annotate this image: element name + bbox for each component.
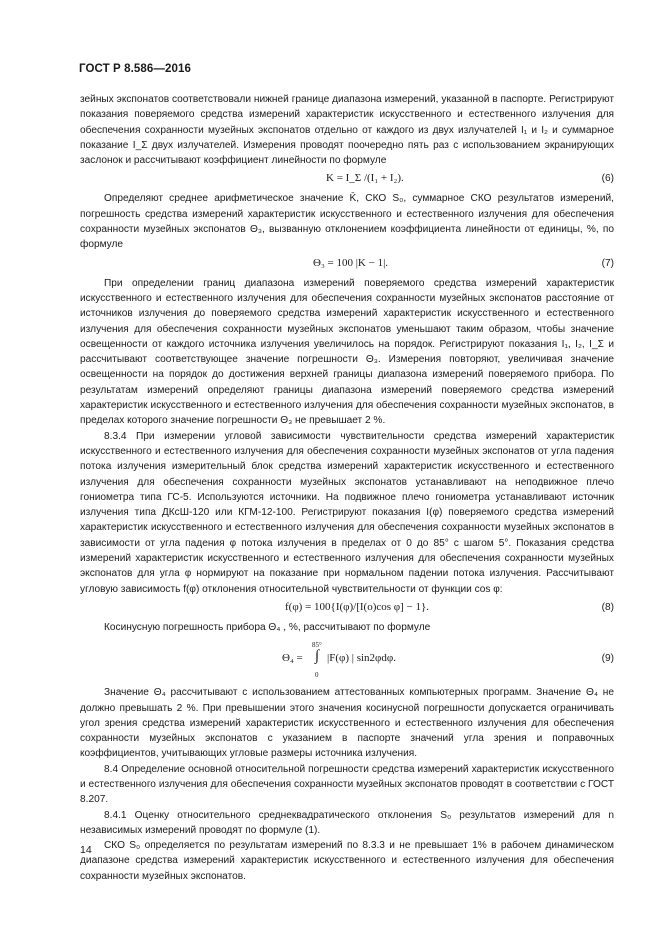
paragraph-range-limits: При определении границ диапазона измерений поверяемого средства измерений характеристик искусственного и естественного излучения для обеспечения сохранности музейных экспонатов расстояние от источников излучения до поверяемого средства измерений характеристик искусственного и естественного излучения для обеспечения сохранности музейных экспонатов уменьшают таким образом, чтобы значение освещенности от каждого источника излучения увеличилось на порядок. Регистрируют показания I₁, I₂, I_Σ и рассчитывают соответствующее значение погрешности Θ₃. Измерения повторяют, увеличивая значение освещенности на порядок до достижения верхней границы диапазона измерений поверяемого прибора. По результатам измерений определяют границы диапазона измерений поверяемого средства измерений характеристик искусственного и естественного излучения для обеспечения сохранности музейных экспонатов, в пределах которого значение погрешности Θ₃ не превышает 2 %. [80,277,614,427]
formula-7-number: (7) [601,257,614,269]
paragraph-sko: СКО S₀ определяется по результатам измерений по 8.3.3 и не превышает 1% в рабочем динамическом диапазоне средства измерений характеристик искусственного и естественного излучения для обеспечения сохранности музейных экспонатов. [80,840,614,882]
paragraph-cosine-error: Косинусную погрешность прибора Θ₄ , %, рассчитывают по формуле [104,621,431,633]
formula-8 [80,598,614,618]
formula-9 [80,639,614,679]
formula-8-expression: f(φ) = 100{I(φ)/[I(o)cos φ] − 1}. [285,600,430,613]
formula-6-number: (6) [601,173,614,185]
paragraph-8-4-1: 8.4.1 Оценку относительного среднеквадратического отклонения S₀ результатов измерений для n независимых измерений проводят по формуле (1). [80,809,614,836]
formula-7-expression: Θ₃ = 100 |K − 1|. [313,256,389,269]
page-header-title: ГОСТ Р 8.586—2016 [79,63,191,75]
document-body [80,92,614,884]
integral-upper-limit: 85° [312,641,322,650]
formula-9-number: (9) [601,653,614,665]
integral-symbol-icon: ∫ [315,648,320,665]
formula-7 [80,254,614,274]
formula-9-lhs: Θ₄ = [282,652,303,665]
formula-6 [80,169,614,189]
paragraph-mean-value: Определяют среднее арифметическое значение K̄, СКО S₀, суммарное СКО результатов измерений, погрешность средства измерений характеристик искусственного и естественного излучения для обеспечения сохранности музейных экспонатов Θ₃, вызванную отклонением коэффициента линейности от единицы, %, по формуле [80,193,614,251]
integral-lower-limit: 0 [315,671,319,680]
paragraph-8-3-4: 8.3.4 При измерении угловой зависимости чувствительности средства измерений характеристик искусственного и естественного излучения для обеспечения сохранности музейных экспонатов от угла падения потока излучения измерительный блок средства измерений характеристик искусственного и естественного излучения для обеспечения сохранности музейных экспонатов устанавливают на неподвижное плечо гониометра типа ГС-5. Используются источники. На подвижное плечо гониометра устанавливают источник излучения типа ДКсШ-120 или КГМ-12-100. Регистрируют показания I(φ) поверяемого средства измерений характеристик искусственного и естественного излучения для обеспечения сохранности музейных экспонатов в зависимости от угла падения φ потока излучения в пределах от 0 до 85° с шагом 5°. Показания средства измерений характеристик искусственного и естественного излучения для обеспечения сохранности музейных экспонатов для угла φ нормируют на показание при нормальном падении потока излучения. Рассчитывают угловую зависимость f(φ) отклонения относительной чувствительности от функции cos φ: [80,430,614,595]
paragraph-continuation: зейных экспонатов соответствовали нижней границе диапазона измерений, указанной в паспорте. Регистрируют показания поверяемого средства измерений характеристик искусственного и естественного излучения для обеспечения сохранности музейных экспонатов отдельно от каждого из двух излучателей I₁ и I₂ и суммарное показание I_Σ двух излучателей. Измерения проводят поочередно пять раз с использованием экранирующих заслонок и рассчитывают коэффициент линейности по формуле [80,94,614,167]
paragraph-8-4: 8.4 Определение основной относительной погрешности средства измерений характеристик искусственного и естественного излучения для обеспечения сохранности музейных экспонатов проводят в соответствии с ГОСТ 8.207. [80,763,614,806]
formula-6-expression: K = I_Σ /(I₁ + I₂). [326,172,404,185]
integral-sign [312,639,326,679]
page-number: 14 [80,844,92,856]
formula-9-integrand: |F(φ) | sin2φdφ. [327,652,396,665]
formula-8-number: (8) [601,601,614,613]
paragraph-theta4-value: Значение Θ₄ рассчитывают с использованием аттестованных компьютерных программ. Значение Θ₄ не должно превышать 2 %. При превышении этого значения косинусной погрешности допускается ограничивать угол зрения средства измерений характеристик искусственного и естественного излучения для обеспечения сохранности музейных экспонатов с указанием в паспорте значений угла зрения и поправочных коэффициентов, учитывающих угловые размеры источника излучения. [80,687,614,760]
